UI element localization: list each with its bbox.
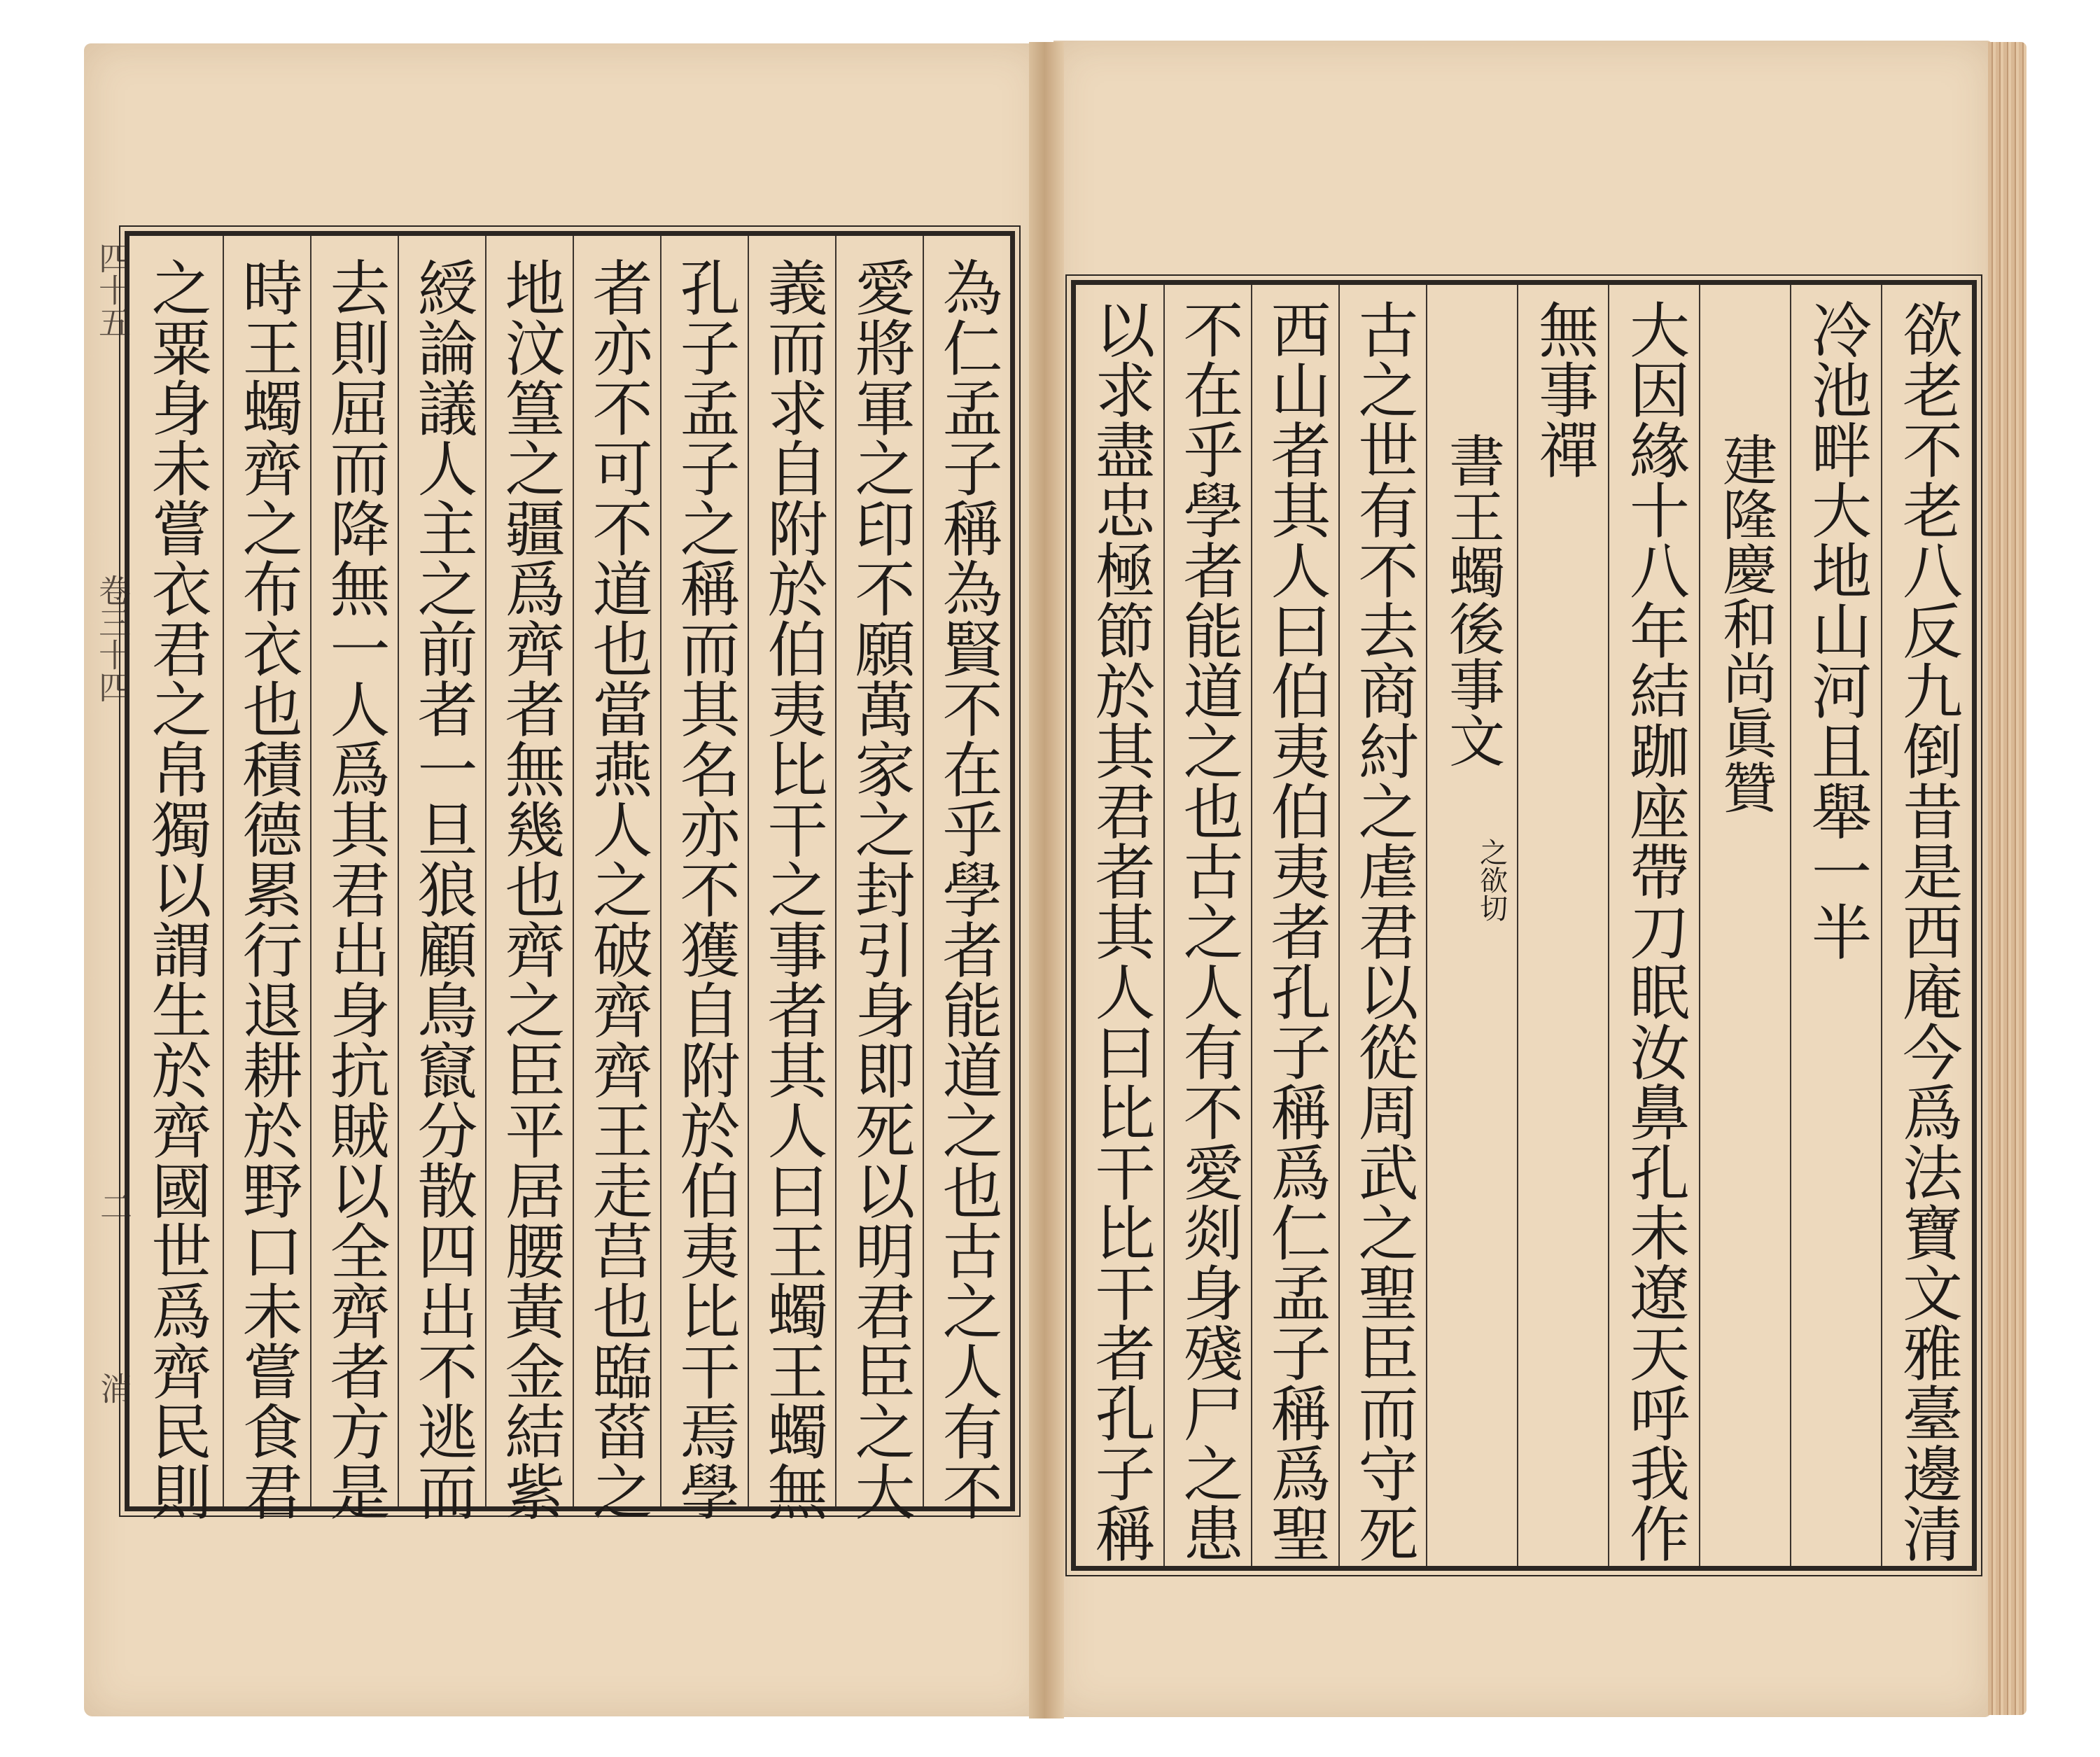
left-column-1-text: 為仁孟子稱為賢不在乎學者能道之也古之人有不 (932, 257, 1002, 1521)
wu-shi-chan: 無事禪 (1528, 299, 1598, 479)
left-column-4 (660, 236, 748, 1521)
left-margin-bottom: 消 (95, 1372, 133, 1404)
left-column-4-text: 孔子孟子之稱而其名亦不獲自附於伯夷比干焉學 (669, 257, 740, 1521)
right-column-4 (1076, 285, 1163, 1566)
right-column-3 (1163, 285, 1251, 1566)
book-gutter (1029, 42, 1064, 1718)
left-text-frame (125, 231, 1015, 1521)
left-margin-label: 四十五 (94, 241, 132, 338)
left-column-10 (130, 236, 223, 1521)
right-column-1-text: 古之世有不去商紂之虐君以從周武之聖臣而守死 (1348, 299, 1418, 1563)
left-column-1 (923, 236, 1010, 1521)
essay-title: 書王蠋後事文 (1439, 432, 1505, 768)
right-column-4-text: 以求盡忠極節於其君者其人曰比干比干者孔子稱 (1084, 299, 1155, 1563)
zan-title: 建隆慶和尚眞贊 (1714, 432, 1777, 814)
left-column-10-text: 之粟身未嘗衣君之帛獨以謂生於齊國世爲齊民則 (141, 257, 211, 1521)
left-column-7-text: 綬論議人主之前者一旦狼顧鳥竄分散四出不逃而 (407, 257, 477, 1521)
zan-column (1608, 285, 1699, 1566)
left-margin-volume: 卷三十四 (94, 574, 132, 703)
left-column-5-text: 者亦不可不道也當燕人之破齊齊王走莒也臨菑之 (582, 257, 652, 1521)
wu-shi-chan-column (1517, 285, 1608, 1566)
left-column-8 (310, 236, 398, 1521)
left-column-2-text: 愛將軍之印不願萬家之封引身即死以明君臣之大 (844, 257, 915, 1521)
left-column-5 (573, 236, 660, 1521)
left-column-9-text: 時王蠋齊之布衣也積德累行退耕於野口未嘗食君 (232, 257, 302, 1521)
left-column-3-text: 義而求自附於伯夷比干之事者其人曰王蠋王蠋無 (757, 257, 827, 1521)
right-column-3-text: 不在乎學者能道之也古之人有不愛剡身殘尸之患 (1172, 299, 1243, 1563)
right-column-2-text: 西山者其人曰伯夷伯夷者孔子稱爲仁孟子稱爲聖 (1260, 299, 1331, 1563)
verse-column-1 (1881, 285, 1972, 1566)
verse-column-1-text: 欲老不老八反九倒昔是西庵今爲法寶文雅臺邊清 (1892, 299, 1962, 1563)
left-margin-number: 二 (95, 1190, 133, 1222)
zan-column-text: 大因緣十八年結跏座帶刀眠汝鼻孔未遼天呼我作 (1619, 299, 1689, 1563)
left-column-8-text: 去則屈而降無一人爲其君出身抗賊以全齊者方是 (319, 257, 390, 1521)
essay-title-note: 之欲切 (1475, 838, 1508, 922)
essay-title-column (1426, 285, 1517, 1566)
left-column-6-text: 地汶篁之疆爲齊者無幾也齊之臣平居腰黃金結紫 (494, 257, 565, 1521)
left-column-7 (398, 236, 485, 1521)
page-edges (1988, 42, 2026, 1715)
left-column-9 (223, 236, 310, 1521)
zan-title-column (1699, 285, 1790, 1566)
left-column-3 (748, 236, 835, 1521)
left-column-2 (835, 236, 923, 1521)
right-column-1 (1338, 285, 1426, 1566)
left-column-6 (485, 236, 573, 1521)
verse-column-2 (1790, 285, 1881, 1566)
right-text-frame (1071, 280, 1977, 1571)
verse-column-2-text: 冷池畔大地山河且舉一半 (1801, 299, 1871, 961)
right-column-2 (1251, 285, 1338, 1566)
